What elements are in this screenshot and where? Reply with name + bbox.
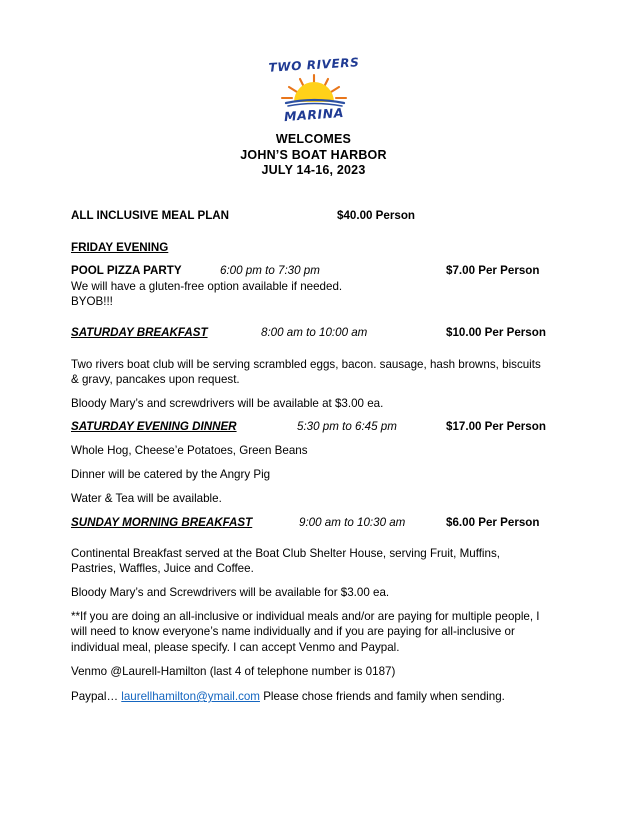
section-title: SATURDAY BREAKFAST: [71, 326, 208, 339]
section-time: 5:30 pm to 6:45 pm: [297, 420, 397, 433]
friday-evening-heading: FRIDAY EVENING: [71, 241, 169, 254]
paypal-suffix: Please chose friends and family when sending.: [259, 690, 505, 703]
logo-top-text: TWO RIVERS: [267, 55, 360, 75]
pool-pizza-party-line-2: BYOB!!!: [71, 295, 113, 308]
logo-bottom-text: MARINA: [282, 104, 345, 125]
saturday-dinner-line-3: Water & Tea will be available.: [71, 492, 222, 505]
section-price: $6.00 Per Person: [446, 516, 540, 529]
saturday-breakfast-line-1: Two rivers boat club will be serving scrambled eggs, bacon. sausage, hash browns, biscuits & gravy, pancakes upon request.: [71, 358, 541, 387]
section-time: 9:00 am to 10:30 am: [299, 516, 406, 529]
saturday-breakfast-line-2: Bloody Mary’s and screwdrivers will be available at $3.00 ea.: [71, 397, 384, 410]
section-price: $17.00 Per Person: [446, 420, 546, 433]
meal-plan-price: $40.00 Person: [337, 209, 415, 222]
sunday-breakfast-line-2: Bloody Mary’s and Screwdrivers will be available for $3.00 ea.: [71, 586, 390, 599]
section-price: $10.00 Per Person: [446, 326, 546, 339]
header-line-welcomes: WELCOMES: [275, 132, 352, 146]
two-rivers-marina-logo: [254, 55, 374, 126]
pool-pizza-party-line-1: We will have a gluten-free option available if needed.: [71, 280, 343, 293]
header-line-guest: JOHN’S BOAT HARBOR: [240, 147, 387, 162]
header-line-dates: JULY 14-16, 2023: [261, 163, 366, 177]
paypal-prefix: Paypal…: [71, 690, 122, 703]
saturday-dinner-line-1: Whole Hog, Cheese’e Potatoes, Green Beans: [71, 444, 308, 457]
section-title: POOL PIZZA PARTY: [71, 264, 182, 277]
paypal-email-link[interactable]: laurellhamilton@ymail.com: [121, 690, 260, 703]
payment-note: **If you are doing an all-inclusive or individual meals and/or are paying for multiple people, I will need to know everyone’s name individually and if you are paying for all-inclusive or individual meal, please specify. I can accept Venmo and Paypal.: [71, 610, 540, 654]
section-time: 6:00 pm to 7:30 pm: [220, 264, 320, 277]
paypal-line: [71, 689, 551, 704]
venmo-line: Venmo @Laurell-Hamilton (last 4 of telephone number is 0187): [71, 665, 396, 678]
section-time: 8:00 am to 10:00 am: [261, 326, 368, 339]
document-header: [0, 55, 627, 179]
saturday-dinner-line-2: Dinner will be catered by the Angry Pig: [71, 468, 271, 481]
meal-plan-label: ALL INCLUSIVE MEAL PLAN: [71, 209, 230, 222]
section-title: SATURDAY EVENING DINNER: [71, 420, 237, 433]
sunday-breakfast-line-1: Continental Breakfast served at the Boat Club Shelter House, serving Fruit, Muffins, Pastries, Waffles, Juice and Coffee.: [71, 547, 500, 576]
section-price: $7.00 Per Person: [446, 264, 540, 277]
section-title: SUNDAY MORNING BREAKFAST: [71, 516, 253, 529]
